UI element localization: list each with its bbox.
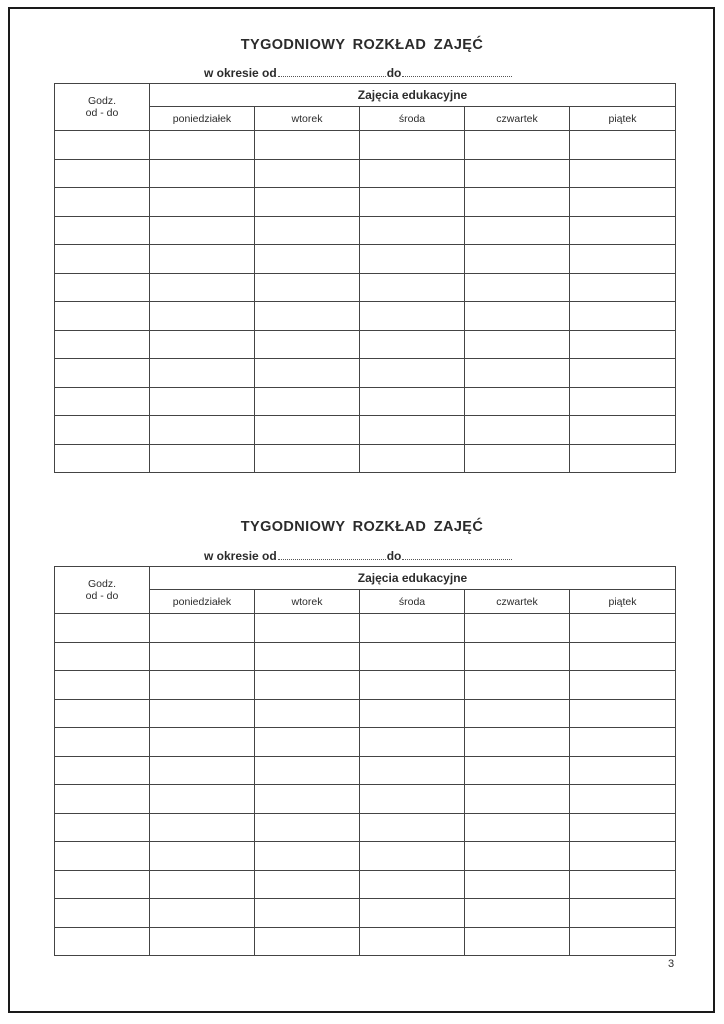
lesson-cell[interactable] [255, 387, 360, 416]
lesson-cell[interactable] [255, 756, 360, 785]
hours-cell[interactable] [55, 728, 150, 757]
lesson-cell[interactable] [360, 387, 465, 416]
table-row [55, 699, 676, 728]
lesson-cell[interactable] [150, 870, 255, 899]
lesson-cell[interactable] [150, 756, 255, 785]
lesson-cell[interactable] [465, 159, 570, 188]
lesson-cell[interactable] [150, 785, 255, 814]
lesson-cell[interactable] [465, 927, 570, 956]
hours-cell[interactable] [55, 756, 150, 785]
lesson-cell[interactable] [255, 927, 360, 956]
lesson-cell[interactable] [255, 671, 360, 700]
lesson-cell[interactable] [465, 216, 570, 245]
table-row [55, 188, 676, 217]
lesson-cell[interactable] [570, 927, 676, 956]
lesson-cell[interactable] [360, 188, 465, 217]
period-line [204, 549, 513, 563]
lesson-cell[interactable] [570, 614, 676, 643]
lesson-cell[interactable] [150, 614, 255, 643]
lesson-cell[interactable] [465, 416, 570, 445]
lesson-cell[interactable] [570, 302, 676, 331]
hours-cell[interactable] [55, 188, 150, 217]
lesson-cell[interactable] [255, 870, 360, 899]
schedule-body [55, 614, 676, 956]
lesson-cell[interactable] [465, 359, 570, 388]
table-row [55, 870, 676, 899]
lesson-cell[interactable] [570, 188, 676, 217]
lesson-cell[interactable] [255, 444, 360, 473]
day-header-friday: piątek [570, 590, 676, 614]
lesson-cell[interactable] [570, 416, 676, 445]
lesson-cell[interactable] [570, 359, 676, 388]
table-row [55, 359, 676, 388]
lesson-cell[interactable] [255, 188, 360, 217]
lesson-cell[interactable] [465, 131, 570, 160]
lesson-cell[interactable] [360, 642, 465, 671]
lesson-cell[interactable] [465, 245, 570, 274]
lesson-cell[interactable] [255, 245, 360, 274]
lesson-cell[interactable] [465, 642, 570, 671]
table-row [55, 330, 676, 359]
lesson-cell[interactable] [360, 614, 465, 643]
lesson-cell[interactable] [465, 387, 570, 416]
table-row [55, 614, 676, 643]
lesson-cell[interactable] [360, 330, 465, 359]
table-row [55, 899, 676, 928]
schedule-title: TYGODNIOWY ROZKŁAD ZAJĘĆ [240, 519, 484, 535]
lesson-cell[interactable] [360, 216, 465, 245]
lesson-cell[interactable] [465, 785, 570, 814]
lesson-cell[interactable] [465, 870, 570, 899]
lesson-cell[interactable] [255, 813, 360, 842]
hours-header-line2: od - do [85, 590, 119, 602]
lesson-cell[interactable] [255, 416, 360, 445]
table-row [55, 642, 676, 671]
hours-cell[interactable] [55, 273, 150, 302]
lesson-cell[interactable] [360, 671, 465, 700]
table-row [55, 671, 676, 700]
lesson-cell[interactable] [255, 699, 360, 728]
table-row [55, 416, 676, 445]
hours-header-line2: od - do [85, 107, 119, 119]
lesson-cell[interactable] [150, 245, 255, 274]
lesson-cell[interactable] [150, 387, 255, 416]
hours-cell[interactable] [55, 330, 150, 359]
lesson-cell[interactable] [465, 330, 570, 359]
table-row [55, 131, 676, 160]
lesson-cell[interactable] [150, 444, 255, 473]
lesson-cell[interactable] [360, 444, 465, 473]
group-header: Zajęcia edukacyjne [150, 84, 676, 107]
lesson-cell[interactable] [150, 642, 255, 671]
lesson-cell[interactable] [255, 614, 360, 643]
lesson-cell[interactable] [360, 728, 465, 757]
hours-cell[interactable] [55, 387, 150, 416]
period-to-label: do [386, 549, 402, 563]
lesson-cell[interactable] [255, 273, 360, 302]
lesson-cell[interactable] [255, 359, 360, 388]
lesson-cell[interactable] [360, 273, 465, 302]
day-header-tuesday: wtorek [255, 107, 360, 131]
period-from-label: w okresie od [204, 549, 277, 563]
lesson-cell[interactable] [255, 302, 360, 331]
hours-cell[interactable] [55, 216, 150, 245]
lesson-cell[interactable] [570, 899, 676, 928]
lesson-cell[interactable] [255, 899, 360, 928]
table-row [55, 302, 676, 331]
lesson-cell[interactable] [360, 813, 465, 842]
lesson-cell[interactable] [150, 302, 255, 331]
lesson-cell[interactable] [150, 842, 255, 871]
lesson-cell[interactable] [150, 131, 255, 160]
schedule-table [54, 83, 676, 473]
table-row [55, 444, 676, 473]
lesson-cell[interactable] [360, 756, 465, 785]
lesson-cell[interactable] [465, 302, 570, 331]
hours-cell[interactable] [55, 131, 150, 160]
schedule-title: TYGODNIOWY ROZKŁAD ZAJĘĆ [240, 37, 484, 53]
day-header-monday: poniedziałek [150, 107, 255, 131]
lesson-cell[interactable] [255, 330, 360, 359]
lesson-cell[interactable] [465, 671, 570, 700]
lesson-cell[interactable] [570, 642, 676, 671]
day-header-thursday: czwartek [465, 590, 570, 614]
table-row [55, 756, 676, 785]
lesson-cell[interactable] [465, 899, 570, 928]
table-row [55, 842, 676, 871]
lesson-cell[interactable] [150, 359, 255, 388]
lesson-cell[interactable] [360, 785, 465, 814]
lesson-cell[interactable] [255, 728, 360, 757]
period-from-field[interactable] [278, 549, 386, 560]
lesson-cell[interactable] [465, 614, 570, 643]
hours-cell[interactable] [55, 870, 150, 899]
day-header-wednesday: środa [360, 107, 465, 131]
lesson-cell[interactable] [150, 899, 255, 928]
period-to-field[interactable] [402, 549, 512, 560]
lesson-cell[interactable] [360, 159, 465, 188]
hours-header [55, 567, 150, 614]
lesson-cell[interactable] [570, 699, 676, 728]
period-line [204, 66, 513, 80]
lesson-cell[interactable] [255, 131, 360, 160]
lesson-cell[interactable] [465, 699, 570, 728]
schedule-table [54, 566, 676, 956]
lesson-cell[interactable] [465, 842, 570, 871]
lesson-cell[interactable] [360, 870, 465, 899]
lesson-cell[interactable] [255, 842, 360, 871]
hours-cell[interactable] [55, 245, 150, 274]
hours-cell[interactable] [55, 899, 150, 928]
lesson-cell[interactable] [465, 273, 570, 302]
day-header-wednesday: środa [360, 590, 465, 614]
period-from-label: w okresie od [204, 66, 277, 80]
hours-cell[interactable] [55, 842, 150, 871]
table-row [55, 273, 676, 302]
hours-cell[interactable] [55, 614, 150, 643]
period-to-field[interactable] [402, 66, 512, 77]
page-number: 3 [668, 958, 675, 970]
lesson-cell[interactable] [360, 302, 465, 331]
lesson-cell[interactable] [570, 444, 676, 473]
lesson-cell[interactable] [150, 273, 255, 302]
lesson-cell[interactable] [150, 330, 255, 359]
day-header-monday: poniedziałek [150, 590, 255, 614]
lesson-cell[interactable] [150, 813, 255, 842]
lesson-cell[interactable] [570, 728, 676, 757]
lesson-cell[interactable] [570, 870, 676, 899]
lesson-cell[interactable] [360, 416, 465, 445]
lesson-cell[interactable] [150, 927, 255, 956]
lesson-cell[interactable] [255, 159, 360, 188]
lesson-cell[interactable] [570, 131, 676, 160]
lesson-cell[interactable] [360, 899, 465, 928]
period-from-field[interactable] [278, 66, 386, 77]
hours-cell[interactable] [55, 699, 150, 728]
lesson-cell[interactable] [360, 842, 465, 871]
lesson-cell[interactable] [150, 159, 255, 188]
table-row [55, 387, 676, 416]
hours-cell[interactable] [55, 642, 150, 671]
lesson-cell[interactable] [150, 699, 255, 728]
lesson-cell[interactable] [570, 216, 676, 245]
hours-cell[interactable] [55, 671, 150, 700]
table-row [55, 159, 676, 188]
hours-cell[interactable] [55, 444, 150, 473]
lesson-cell[interactable] [360, 359, 465, 388]
lesson-cell[interactable] [150, 728, 255, 757]
lesson-cell[interactable] [570, 245, 676, 274]
hours-header [55, 84, 150, 131]
day-header-tuesday: wtorek [255, 590, 360, 614]
lesson-cell[interactable] [360, 927, 465, 956]
table-row [55, 728, 676, 757]
table-row [55, 245, 676, 274]
table-row [55, 216, 676, 245]
lesson-cell[interactable] [255, 785, 360, 814]
table-row [55, 813, 676, 842]
lesson-cell[interactable] [570, 785, 676, 814]
schedule-body [55, 131, 676, 473]
hours-cell[interactable] [55, 302, 150, 331]
hours-header-line1: Godz. [87, 578, 116, 590]
lesson-cell[interactable] [150, 671, 255, 700]
lesson-cell[interactable] [150, 188, 255, 217]
lesson-cell[interactable] [570, 671, 676, 700]
lesson-cell[interactable] [570, 813, 676, 842]
lesson-cell[interactable] [255, 216, 360, 245]
lesson-cell[interactable] [360, 245, 465, 274]
lesson-cell[interactable] [465, 444, 570, 473]
period-to-label: do [386, 66, 402, 80]
lesson-cell[interactable] [150, 416, 255, 445]
lesson-cell[interactable] [465, 756, 570, 785]
table-row [55, 785, 676, 814]
lesson-cell[interactable] [360, 131, 465, 160]
lesson-cell[interactable] [150, 216, 255, 245]
hours-cell[interactable] [55, 416, 150, 445]
lesson-cell[interactable] [570, 387, 676, 416]
hours-cell[interactable] [55, 813, 150, 842]
lesson-cell[interactable] [570, 159, 676, 188]
group-header: Zajęcia edukacyjne [150, 567, 676, 590]
hours-cell[interactable] [55, 159, 150, 188]
lesson-cell[interactable] [465, 728, 570, 757]
hours-cell[interactable] [55, 927, 150, 956]
hours-header-line1: Godz. [87, 95, 116, 107]
day-header-thursday: czwartek [465, 107, 570, 131]
lesson-cell[interactable] [360, 699, 465, 728]
hours-cell[interactable] [55, 359, 150, 388]
lesson-cell[interactable] [570, 842, 676, 871]
lesson-cell[interactable] [465, 188, 570, 217]
table-row [55, 927, 676, 956]
day-header-friday: piątek [570, 107, 676, 131]
lesson-cell[interactable] [570, 273, 676, 302]
lesson-cell[interactable] [570, 756, 676, 785]
lesson-cell[interactable] [255, 642, 360, 671]
hours-cell[interactable] [55, 785, 150, 814]
lesson-cell[interactable] [570, 330, 676, 359]
lesson-cell[interactable] [465, 813, 570, 842]
